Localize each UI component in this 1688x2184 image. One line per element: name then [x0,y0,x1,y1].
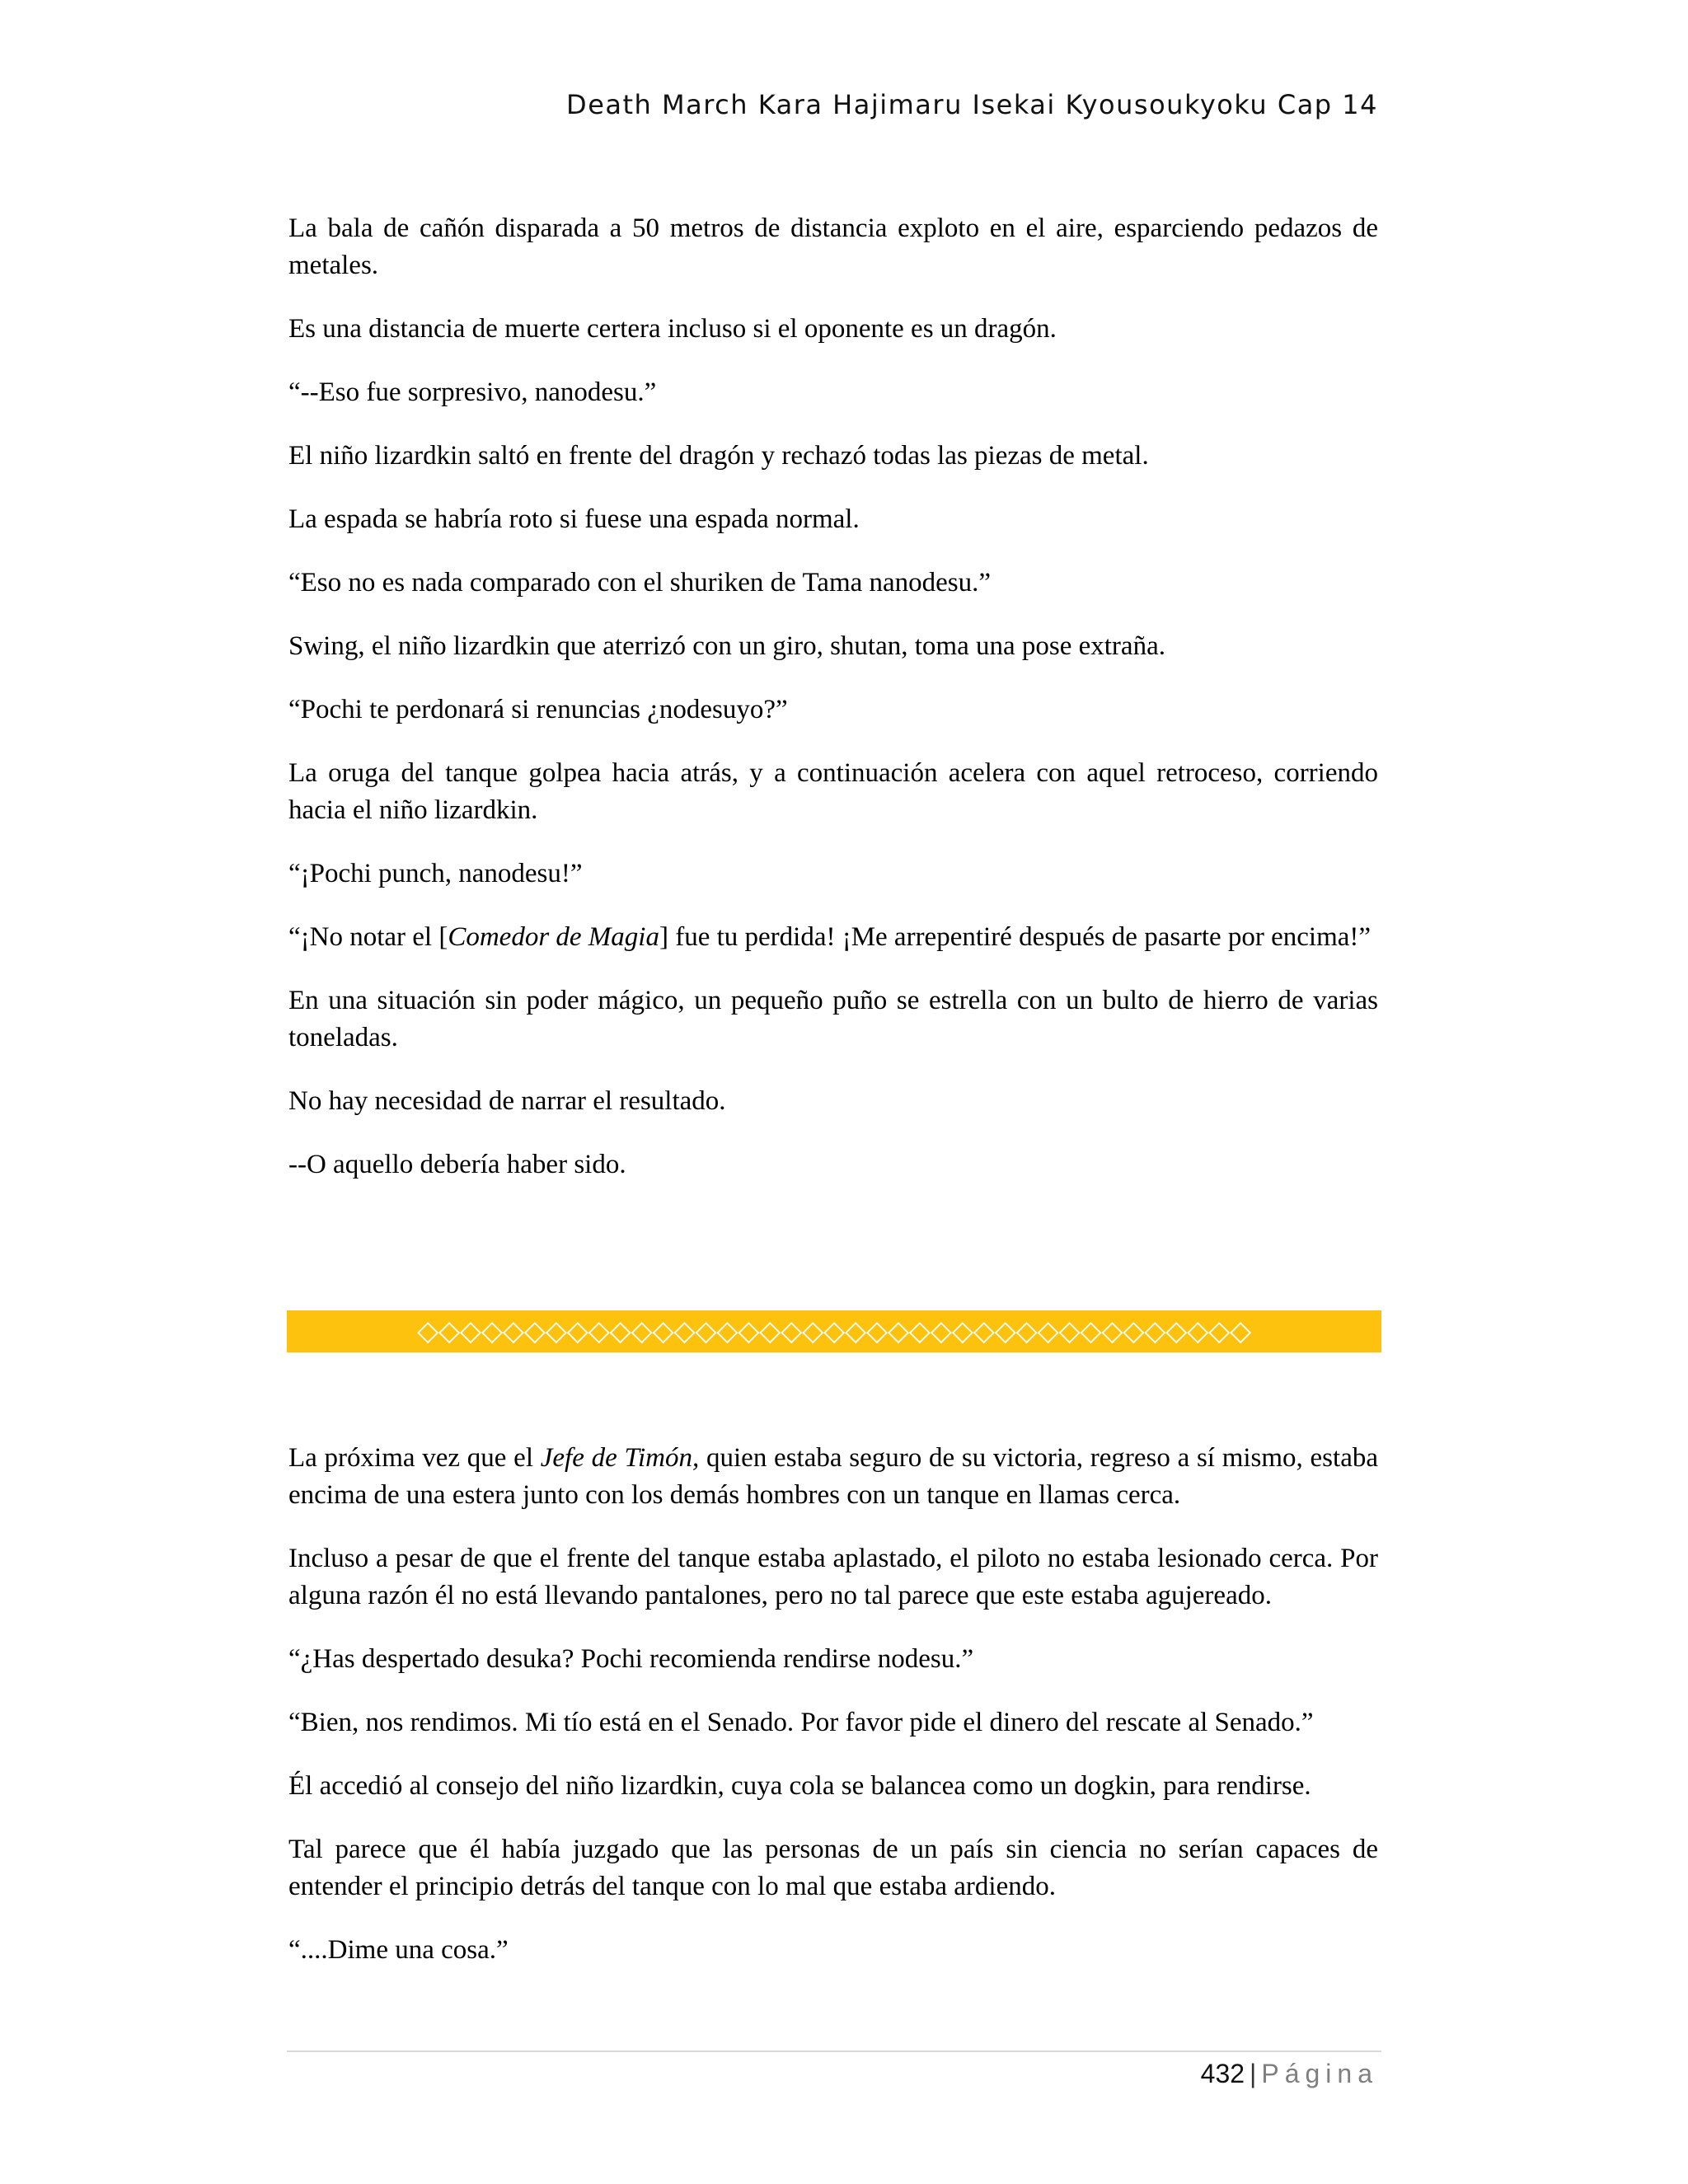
text-block-top [288,210,1378,1210]
paragraph: La bala de cañón disparada a 50 metros de distancia exploto en el aire, esparciendo pedazos de metales. [288,213,1378,280]
page-footer [288,2055,1378,2092]
paragraph-text: quien estaba seguro de su victoria, regreso a sí mismo, estaba encima de una estera junto con los demás hombres con un tanque en llamas cerca. [288,1443,1378,1510]
diamond-pattern-icon: ◇◇◇◇◇◇◇◇◇◇◇◇◇◇◇◇◇◇◇◇◇◇◇◇◇◇◇◇◇◇◇◇◇◇◇◇◇◇◇ [417,1315,1251,1347]
page-label: Página [1261,2059,1378,2088]
paragraph: Él accedió al consejo del niño lizardkin, cuya cola se balancea como un dogkin, para rendirse. [288,1771,1311,1801]
footer-separator: | [1250,2059,1257,2088]
paragraph-text: La próxima vez que el [288,1443,541,1473]
paragraph: “¡Pochi punch, nanodesu!” [288,859,583,888]
italic-term: Jefe de Timón, [540,1443,700,1473]
paragraph: --O aquello debería haber sido. [288,1150,626,1179]
paragraph: “--Eso fue sorpresivo, nanodesu.” [288,377,657,407]
paragraph: “Bien, nos rendimos. Mi tío está en el Senado. Por favor pide el dinero del rescate al Senado.” [288,1708,1314,1737]
paragraph: En una situación sin poder mágico, un pequeño puño se estrella con un bulto de hierro de varias toneladas. [288,986,1378,1052]
paragraph: “....Dime una cosa.” [288,1935,509,1965]
paragraph: No hay necesidad de narrar el resultado. [288,1086,726,1116]
header-title: Death March Kara Hajimaru Isekai Kyousoukyoku Cap 14 [566,89,1378,120]
paragraph: “Pochi te perdonará si renuncias ¿nodesuyo?” [288,695,788,724]
page-header [288,89,1378,120]
paragraph: El niño lizardkin saltó en frente del dragón y rechazó todas las piezas de metal. [288,441,1149,471]
paragraph-text: ] fue tu perdida! ¡Me arrepentiré después de pasarte por encima!” [659,922,1372,952]
paragraph: Es una distancia de muerte certera incluso si el oponente es un dragón. [288,314,1057,344]
footer-rule [287,2050,1381,2052]
paragraph-text: “¡No notar el [ [288,922,448,952]
section-divider [287,1310,1381,1352]
paragraph: Incluso a pesar de que el frente del tanque estaba aplastado, el piloto no estaba lesionado cerca. Por alguna razón él no está llevando pantalones, pero no tal parece que este estaba agujereado. [288,1544,1378,1610]
paragraph [288,1440,1378,1514]
italic-term: Comedor de Magia [448,922,659,952]
paragraph: Swing, el niño lizardkin que aterrizó con un giro, shutan, toma una pose extraña. [288,631,1165,661]
paragraph [288,919,1378,956]
page-number: 432 [1200,2059,1245,2088]
paragraph: La oruga del tanque golpea hacia atrás, y a continuación acelera con aquel retroceso, corriendo hacia el niño lizardkin. [288,758,1378,825]
paragraph: La espada se habría roto si fuese una espada normal. [288,504,860,534]
paragraph: “Eso no es nada comparado con el shuriken de Tama nanodesu.” [288,568,992,598]
paragraph: “¿Has despertado desuka? Pochi recomienda rendirse nodesu.” [288,1644,974,1674]
text-block-bottom [288,1440,1378,1995]
paragraph: Tal parece que él había juzgado que las personas de un país sin ciencia no serían capaces de entender el principio detrás del tanque con lo mal que estaba ardiendo. [288,1835,1378,1901]
